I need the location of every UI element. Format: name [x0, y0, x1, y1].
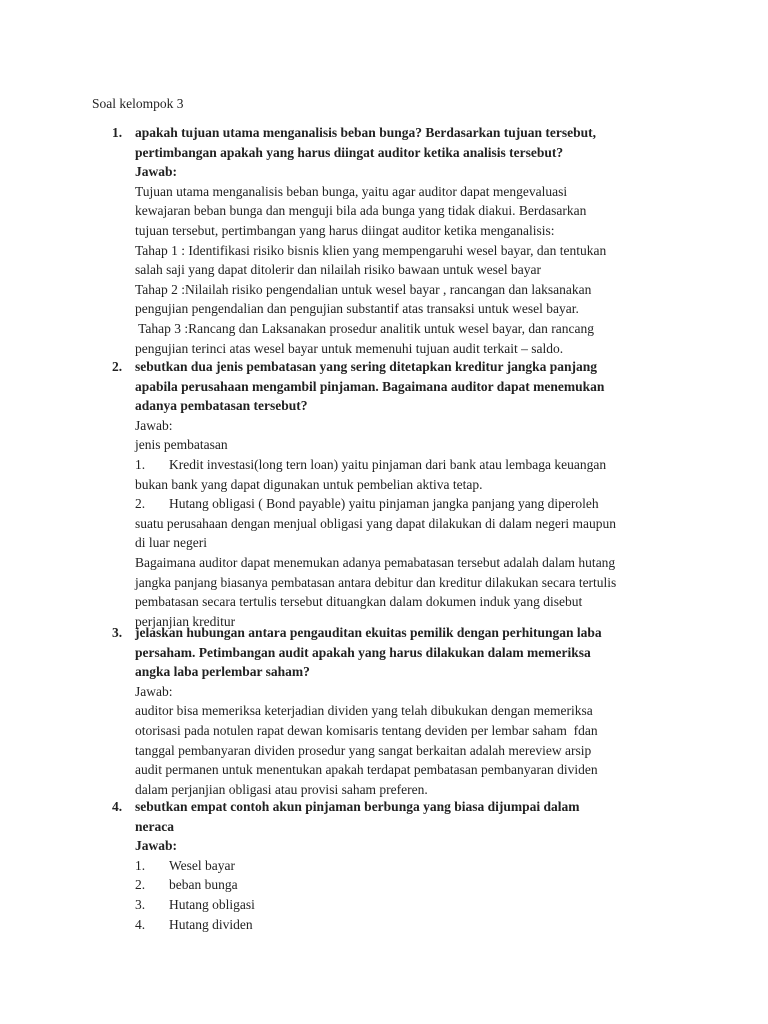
list-item-text: suatu perusahaan dengan menjual obligasi yang dapat dilakukan di dalam negeri maupun: [135, 515, 616, 531]
question-4: [112, 797, 657, 934]
list-item-text: Kredit investasi(long tern loan) yaitu pinjaman dari bank atau lembaga keuangan: [169, 456, 607, 472]
answer-label: Jawab:: [135, 838, 178, 854]
answer-line: Bagaimana auditor dapat menemukan adanya pemabatasan tersebut adalah dalam hutang: [135, 554, 616, 570]
answer-line: Tahap 1 : Identifikasi risiko bisnis klien yang mempengaruhi wesel bayar, dan tentukan: [135, 242, 607, 258]
list-item: [135, 875, 657, 895]
list-item-number: 1.: [135, 456, 146, 472]
question-3: [112, 623, 657, 799]
question-text: angka laba perlembar saham?: [135, 664, 310, 680]
list-item-text: Wesel bayar: [169, 857, 236, 873]
list-item-text: di luar negeri: [135, 535, 207, 551]
answer-line: Tahap 3 :Rancang dan Laksanakan prosedur analitik untuk wesel bayar, dan rancang: [135, 320, 594, 336]
question-text: sebutkan empat contoh akun pinjaman berbunga yang biasa dijumpai dalam: [135, 799, 580, 814]
answer-line: Tujuan utama menganalisis beban bunga, yaitu agar auditor dapat mengevaluasi: [135, 183, 568, 199]
list-item-number: 2.: [135, 496, 146, 512]
answer-line: audit permanen untuk menentukan apakah terdapat pembatasan pembanyaran dividen: [135, 762, 598, 778]
answer-line: auditor bisa memeriksa keterjadian dividen yang telah dibukukan dengan memeriksa: [135, 703, 593, 719]
answer-intro: jenis pembatasan: [135, 437, 228, 453]
question-number: 4.: [112, 799, 123, 814]
answer-label: Jawab:: [135, 417, 173, 433]
answer-label: Jawab:: [135, 683, 173, 699]
answer-line: kewajaran beban bunga dan menguji bila ada bunga yang tidak diakui. Berdasarkan: [135, 203, 587, 219]
answer-line: dalam perjanjian obligasi atau provisi saham preferen.: [135, 781, 428, 797]
answer-label: Jawab:: [135, 164, 178, 180]
question-text: sebutkan dua jenis pembatasan yang sering ditetapkan kreditur jangka panjang: [135, 359, 597, 374]
list-item-number: 4.: [135, 916, 146, 932]
question-number: 2.: [112, 359, 123, 374]
answer-line: otorisasi pada notulen rapat dewan komisaris tentang deviden per lembar saham fdan: [135, 722, 598, 738]
question-text: neraca: [135, 818, 174, 834]
list-item-text: beban bunga: [169, 877, 238, 893]
answer-line: pengujian pengendalian dan pengujian substantif atas transaksi untuk wesel bayar.: [135, 301, 579, 317]
answer-line: salah saji yang dapat ditolerir dan nilailah risiko bawaan untuk wesel bayar: [135, 262, 541, 278]
list-item-number: 2.: [135, 877, 146, 893]
answer-line: tanggal pembanyaran dividen prosedur yang sangat berkaitan adalah mereview arsip: [135, 742, 592, 758]
answer-line: Tahap 2 :Nilailah risiko pengendalian untuk wesel bayar , rancangan dan laksanakan: [135, 281, 592, 297]
list-item-number: 3.: [135, 896, 146, 912]
question-text: apabila perusahaan mengambil pinjaman. Bagaimana auditor dapat menemukan: [135, 378, 605, 394]
question-text: adanya pembatasan tersebut?: [135, 398, 308, 414]
list-item: [135, 455, 657, 475]
list-item: [135, 915, 657, 935]
document-title: Soal kelompok 3: [92, 96, 184, 111]
list-item-number: 1.: [135, 857, 146, 873]
answer-line: tujuan tersebut, pertimbangan yang harus diingat auditor ketika menganalisis:: [135, 222, 555, 238]
list-item-text: bukan bank yang dapat digunakan untuk pembelian aktiva tetap.: [135, 476, 483, 492]
list-item-text: Hutang obligasi: [169, 896, 255, 912]
answer-line: jangka panjang biasanya pembatasan antara debitur dan kreditur dilakukan secara tertulis: [135, 574, 617, 590]
answer-line: pengujian terinci atas wesel bayar untuk memenuhi tujuan audit terkait – saldo.: [135, 340, 564, 356]
answer-line: perjanjian kreditur: [135, 613, 236, 629]
question-number: 1.: [112, 125, 123, 140]
question-1: [112, 123, 657, 358]
list-item: [135, 856, 657, 876]
question-2: [112, 357, 657, 631]
list-item-text: Hutang obligasi ( Bond payable) yaitu pinjaman jangka panjang yang diperoleh: [169, 496, 599, 512]
question-text: pertimbangan apakah yang harus diingat auditor ketika analisis tersebut?: [135, 144, 564, 160]
list-item-text: Hutang dividen: [169, 916, 253, 932]
list-item: [135, 494, 657, 514]
answer-line: pembatasan secara tertulis tersebut dituangkan dalam dokumen induk yang disebut: [135, 594, 583, 610]
question-number: 3.: [112, 625, 123, 640]
question-text: apakah tujuan utama menganalisis beban bunga? Berdasarkan tujuan tersebut,: [135, 125, 596, 140]
question-text: jelaskan hubungan antara pengauditan ekuitas pemilik dengan perhitungan laba: [135, 625, 602, 640]
list-item: [135, 895, 657, 915]
question-text: persaham. Petimbangan audit apakah yang harus dilakukan dalam memeriksa: [135, 644, 591, 660]
